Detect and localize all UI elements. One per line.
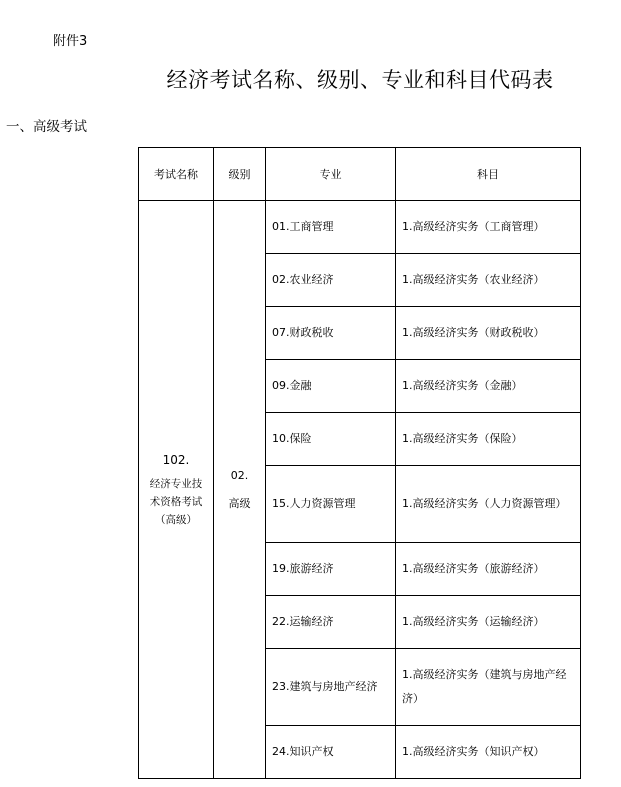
major-cell: 15.人力资源管理	[266, 466, 396, 543]
level-cell	[214, 201, 266, 779]
major-cell: 22.运输经济	[266, 596, 396, 649]
subject-cell: 1.高级经济实务（财政税收）	[396, 307, 581, 360]
major-cell: 10.保险	[266, 413, 396, 466]
document-title: 经济考试名称、级别、专业和科目代码表	[166, 68, 554, 92]
major-cell: 01.工商管理	[266, 201, 396, 254]
section-heading: 一、高级考试	[6, 119, 87, 135]
level-code: 02.	[230, 468, 249, 482]
exam-cell	[139, 201, 214, 779]
subject-cell: 1.高级经济实务（知识产权）	[396, 726, 581, 779]
exam-code: 102.	[162, 452, 190, 467]
major-cell: 24.知识产权	[266, 726, 396, 779]
subject-cell: 1.高级经济实务（运输经济）	[396, 596, 581, 649]
subject-cell: 1.高级经济实务（农业经济）	[396, 254, 581, 307]
header-major: 专业	[266, 148, 396, 201]
subject-cell: 1.高级经济实务（保险）	[396, 413, 581, 466]
attachment-label: 附件3	[53, 34, 88, 49]
subject-cell: 1.高级经济实务（金融）	[396, 360, 581, 413]
major-cell: 02.农业经济	[266, 254, 396, 307]
subject-cell: 1.高级经济实务（建筑与房地产经济）	[396, 649, 581, 726]
header-subject: 科目	[396, 148, 581, 201]
major-cell: 09.金融	[266, 360, 396, 413]
major-cell: 23.建筑与房地产经济	[266, 649, 396, 726]
table-row	[139, 201, 581, 254]
subject-cell: 1.高级经济实务（工商管理）	[396, 201, 581, 254]
subject-cell: 1.高级经济实务（人力资源管理）	[396, 466, 581, 543]
header-exam-name: 考试名称	[139, 148, 214, 201]
table-header-row	[139, 148, 581, 201]
header-level: 级别	[214, 148, 266, 201]
exam-name: 经济专业技术资格考试（高级）	[149, 477, 203, 526]
level-name: 高级	[228, 496, 251, 510]
major-cell: 19.旅游经济	[266, 543, 396, 596]
code-table	[138, 147, 581, 779]
subject-cell: 1.高级经济实务（旅游经济）	[396, 543, 581, 596]
major-cell: 07.财政税收	[266, 307, 396, 360]
